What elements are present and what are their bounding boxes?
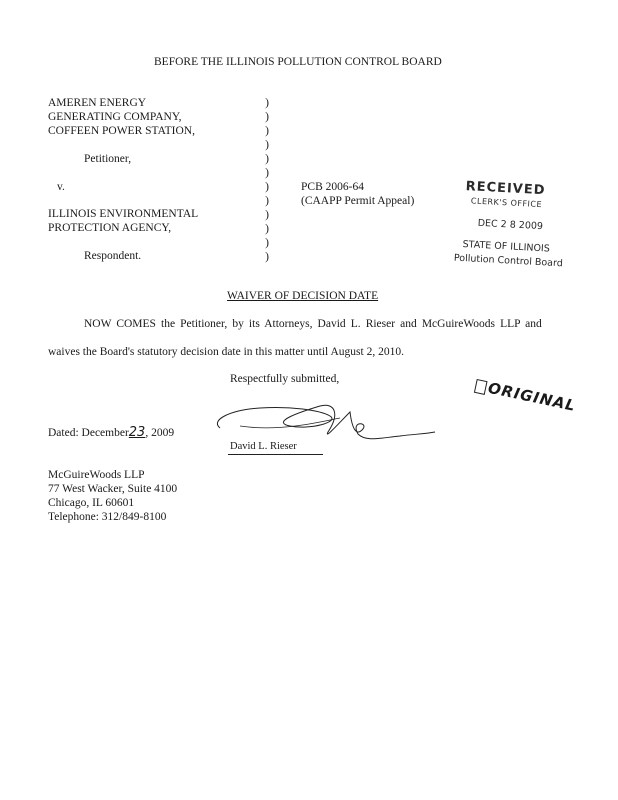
original-stamp xyxy=(474,378,577,413)
caption-paren: ) xyxy=(265,139,269,151)
dated-prefix: Dated: December xyxy=(48,427,129,439)
stamp-board: Pollution Control Board xyxy=(453,252,564,270)
stamp-office: CLERK'S OFFICE xyxy=(470,196,543,210)
stamp-received: RECEIVED xyxy=(465,179,546,199)
original-box-icon xyxy=(474,378,488,394)
caption-paren: ) xyxy=(265,251,269,263)
case-number: PCB 2006-64 xyxy=(301,181,364,193)
original-stamp-text: ORIGINAL xyxy=(486,378,578,415)
respondent-name-line-2: PROTECTION AGENCY, xyxy=(48,222,172,234)
caption-paren: ) xyxy=(265,111,269,123)
firm-name: McGuireWoods LLP xyxy=(48,469,145,481)
case-type: (CAAPP Permit Appeal) xyxy=(301,195,415,207)
petitioner-role: Petitioner, xyxy=(84,153,132,165)
body-line-1: NOW COMES the Petitioner, by its Attorneys, David L. Rieser and McGuireWoods LLP and xyxy=(84,318,542,330)
caption-paren: ) xyxy=(265,125,269,137)
body-line-2: waives the Board's statutory decision date in this matter until August 2, 2010. xyxy=(48,346,404,358)
stamp-date: DEC 2 8 2009 xyxy=(477,217,544,233)
caption-paren: ) xyxy=(265,209,269,221)
petitioner-name-line-3: COFFEEN POWER STATION, xyxy=(48,125,195,137)
caption-paren: ) xyxy=(265,153,269,165)
caption-paren: ) xyxy=(265,195,269,207)
respondent-name-line-1: ILLINOIS ENVIRONMENTAL xyxy=(48,208,199,220)
firm-address-2: Chicago, IL 60601 xyxy=(48,497,135,509)
petitioner-name-line-2: GENERATING COMPANY, xyxy=(48,111,182,123)
caption-paren: ) xyxy=(265,167,269,179)
court-header: BEFORE THE ILLINOIS POLLUTION CONTROL BOARD xyxy=(154,56,442,68)
dated-day: 23 xyxy=(128,425,146,440)
firm-phone: Telephone: 312/849-8100 xyxy=(48,511,167,523)
stamp-state: STATE OF ILLINOIS xyxy=(462,239,551,255)
caption-paren: ) xyxy=(265,237,269,249)
respondent-role: Respondent. xyxy=(84,250,142,262)
received-stamp xyxy=(453,179,566,271)
petitioner-name-line-1: AMEREN ENERGY xyxy=(48,97,147,109)
closing: Respectfully submitted, xyxy=(230,373,340,385)
caption-paren: ) xyxy=(265,97,269,109)
firm-address-1: 77 West Wacker, Suite 4100 xyxy=(48,483,178,495)
caption-paren: ) xyxy=(265,223,269,235)
dated-suffix: , 2009 xyxy=(145,427,175,439)
document-title: WAIVER OF DECISION DATE xyxy=(227,290,379,302)
versus-label: v. xyxy=(57,181,65,193)
dated-line xyxy=(48,426,174,440)
caption-paren: ) xyxy=(265,181,269,193)
signature-line xyxy=(228,454,323,455)
signer-name: David L. Rieser xyxy=(230,441,297,452)
